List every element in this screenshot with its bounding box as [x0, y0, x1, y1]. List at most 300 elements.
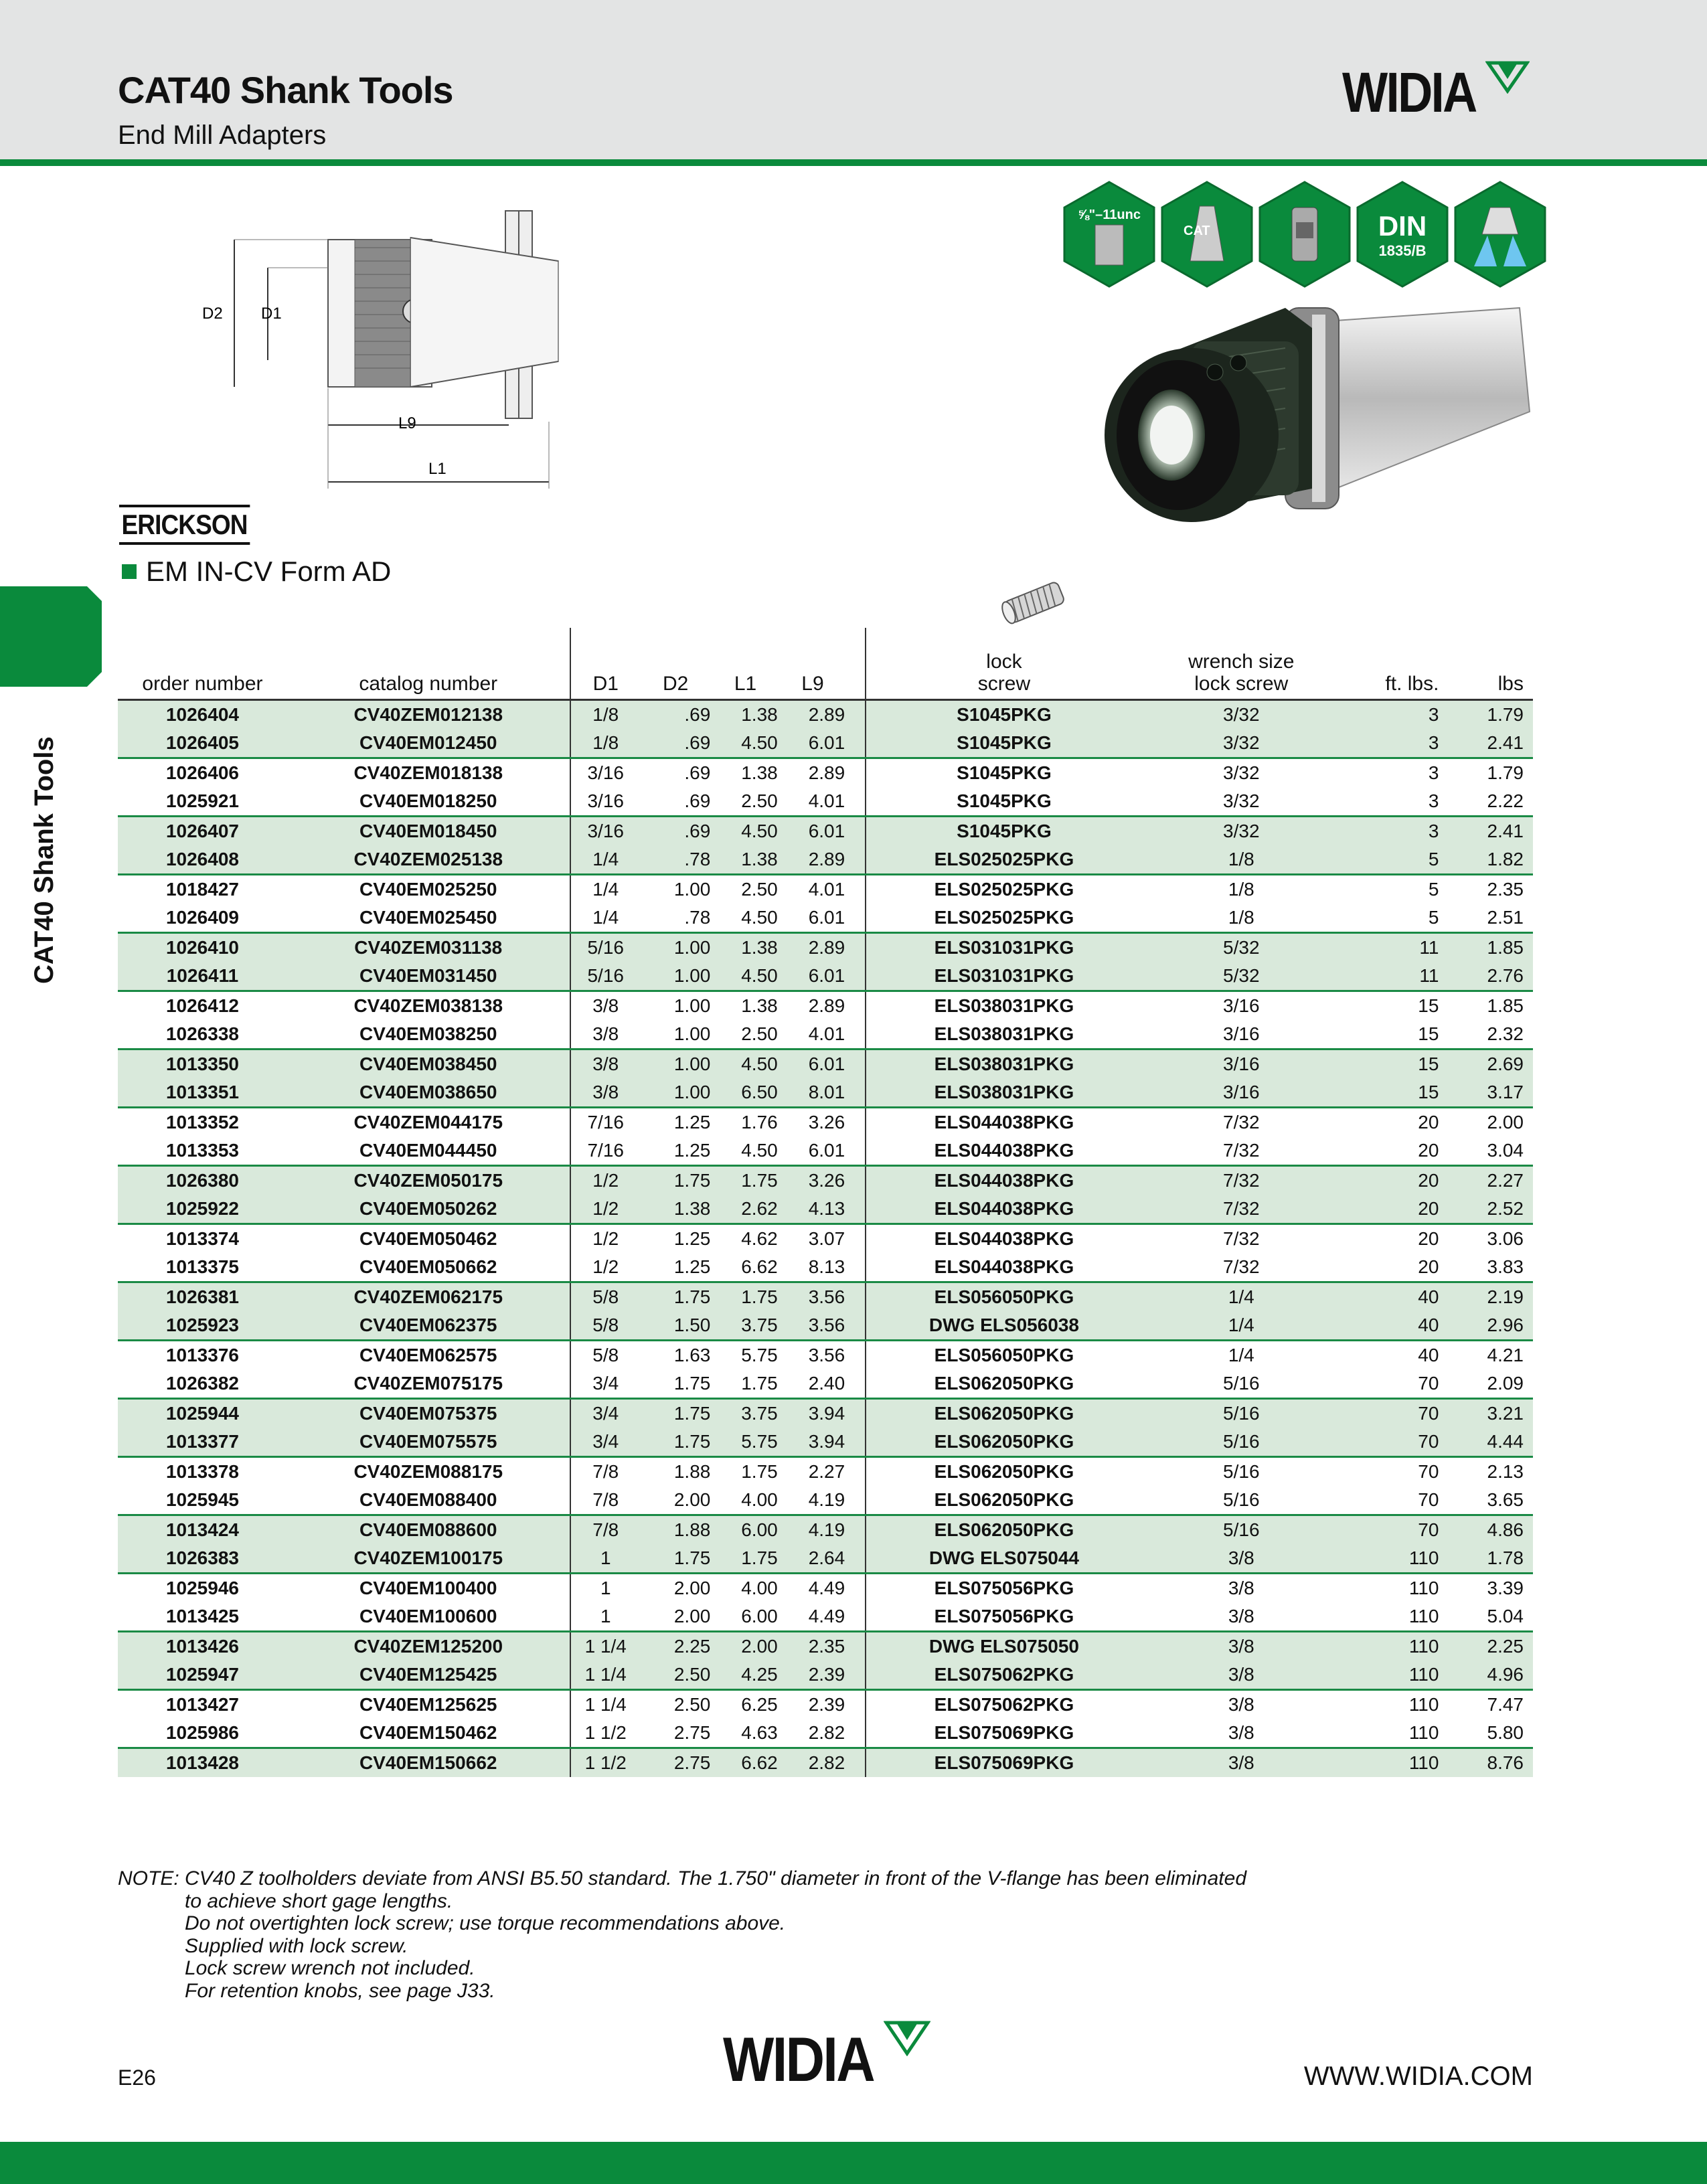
cell-l1: 2.62 — [713, 1195, 780, 1224]
col-lock-screw: lock screw — [866, 628, 1142, 700]
table-row — [118, 1515, 1533, 1545]
cell-l9: 8.13 — [808, 1256, 845, 1277]
cell-wrench: 1/4 — [1142, 1341, 1341, 1370]
cell-lbs: 2.96 — [1449, 1311, 1533, 1341]
cell-order: 1025922 — [118, 1195, 287, 1224]
cell-order: 1025921 — [165, 790, 239, 811]
cell-catalog: CV40EM150462 — [359, 1722, 497, 1743]
side-tab-marker — [0, 586, 102, 687]
note-line: NOTE: CV40 Z toolholders deviate from ANSI B5.50 standard. The 1.750" diameter in front of the V-flange has been eliminated — [118, 1867, 1247, 1889]
cell-ft: 3 — [1341, 758, 1450, 788]
cell-catalog: CV40EM038650 — [287, 1078, 570, 1108]
cell-d2: 2.50 — [641, 1690, 713, 1719]
cell-ft: 20 — [1341, 1166, 1450, 1195]
cell-wrench: 3/8 — [1142, 1544, 1341, 1574]
cell-l9: 4.01 — [808, 790, 845, 811]
table-row — [118, 904, 1533, 933]
cell-lock: ELS025025PKG — [866, 845, 1142, 875]
cell-ft: 15 — [1418, 1023, 1439, 1044]
cell-lock: ELS044038PKG — [866, 1166, 1142, 1195]
cell-order: 1013352 — [118, 1108, 287, 1137]
cell-d2: .69 — [641, 700, 713, 730]
cell-order: 1013375 — [165, 1256, 239, 1277]
cell-l9: 3.56 — [781, 1282, 866, 1312]
table-row — [118, 1428, 1533, 1457]
cell-lbs: 3.65 — [1487, 1489, 1524, 1510]
cell-order: 1026383 — [118, 1544, 287, 1574]
cell-catalog: CV40EM050262 — [287, 1195, 570, 1224]
cell-l1: 6.62 — [741, 1256, 778, 1277]
cell-l1: 2.50 — [741, 790, 778, 811]
cell-order: 1025945 — [165, 1489, 239, 1510]
l1-label: L1 — [428, 460, 446, 478]
product-photo — [1084, 288, 1553, 542]
section-title: EM IN-CV Form AD — [146, 556, 392, 587]
cell-lock: ELS075069PKG — [866, 1719, 1142, 1748]
note-line: Supplied with lock screw. — [185, 1934, 408, 1957]
note-line: Do not overtighten lock screw; use torque recommendations above. — [185, 1912, 786, 1934]
cell-l9: 6.01 — [781, 962, 866, 991]
cell-l1: 4.50 — [741, 1140, 778, 1161]
cell-l9: 3.26 — [781, 1166, 866, 1195]
cell-ft: 110 — [1341, 1748, 1450, 1778]
website-link[interactable]: WWW.WIDIA.COM — [1303, 2062, 1533, 2091]
cell-l1: 2.50 — [713, 875, 780, 904]
cell-order: 1026408 — [118, 845, 287, 875]
cell-lbs: 3.06 — [1449, 1224, 1533, 1254]
cell-d1: 7/8 — [570, 1515, 641, 1545]
cell-d1: 1 — [570, 1574, 641, 1603]
cell-wrench: 3/8 — [1142, 1661, 1341, 1690]
cell-d2: 1.00 — [641, 962, 713, 991]
cell-lock: ELS025025PKG — [866, 875, 1142, 904]
cell-ft: 3 — [1341, 700, 1450, 730]
cell-lbs: 1.78 — [1449, 1544, 1533, 1574]
coolant-icon — [1454, 181, 1546, 288]
cell-ft: 15 — [1341, 1049, 1450, 1079]
cell-l1: 4.00 — [741, 1489, 778, 1510]
cell-lock: DWG ELS056038 — [866, 1311, 1142, 1341]
cell-d2: 1.00 — [673, 1023, 711, 1044]
cell-lbs: 5.04 — [1487, 1606, 1524, 1626]
cell-wrench: 1/4 — [1142, 1311, 1341, 1341]
table-row — [118, 1690, 1533, 1719]
cell-wrench: 3/32 — [1142, 758, 1341, 788]
cell-catalog: CV40EM100600 — [359, 1606, 497, 1626]
col-ft-lbs: ft. lbs. — [1341, 628, 1450, 700]
cell-d1: 1/2 — [570, 1195, 641, 1224]
cell-catalog: CV40ZEM050175 — [287, 1166, 570, 1195]
cell-catalog: CV40ZEM125200 — [287, 1632, 570, 1661]
cell-lock: ELS075056PKG — [866, 1602, 1142, 1632]
cell-wrench: 3/8 — [1142, 1690, 1341, 1719]
cell-l1: 3.75 — [713, 1399, 780, 1428]
table-row — [118, 1195, 1533, 1224]
cell-lbs: 7.47 — [1449, 1690, 1533, 1719]
cell-d2: 1.25 — [641, 1108, 713, 1137]
cell-d2: .69 — [684, 790, 711, 811]
cell-d2: 1.75 — [673, 1373, 711, 1394]
cell-wrench: 3/8 — [1228, 1606, 1254, 1626]
cell-catalog: CV40EM050662 — [359, 1256, 497, 1277]
cell-lbs: 1.79 — [1449, 758, 1533, 788]
cell-catalog: CV40ZEM031138 — [287, 933, 570, 962]
table-row — [118, 1486, 1533, 1515]
cell-wrench: 7/32 — [1223, 1256, 1260, 1277]
cell-lbs: 2.22 — [1487, 790, 1524, 811]
cell-order: 1013374 — [118, 1224, 287, 1254]
cell-lbs: 3.83 — [1487, 1256, 1524, 1277]
cell-l1: 1.75 — [713, 1457, 780, 1487]
cell-order: 1025946 — [118, 1574, 287, 1603]
cell-d1: 7/16 — [570, 1137, 641, 1166]
table-row — [118, 817, 1533, 846]
cell-lock: S1045PKG — [866, 787, 1142, 817]
cell-d2: 1.63 — [641, 1341, 713, 1370]
cell-l1: 2.00 — [713, 1632, 780, 1661]
cell-d1: 3/4 — [570, 1428, 641, 1457]
d1-label: D1 — [261, 305, 282, 323]
cell-lock: ELS075062PKG — [866, 1690, 1142, 1719]
cell-ft: 20 — [1418, 1256, 1439, 1277]
cell-d2: 2.00 — [641, 1574, 713, 1603]
cell-wrench: 1/8 — [1142, 845, 1341, 875]
notes-block — [118, 1867, 1246, 2002]
table-row — [118, 1748, 1533, 1778]
cell-order: 1026381 — [118, 1282, 287, 1312]
cell-d1: 3/16 — [570, 758, 641, 788]
table-body — [118, 700, 1533, 1778]
cell-lbs: 2.41 — [1449, 817, 1533, 846]
cell-l9: 2.89 — [781, 758, 866, 788]
cell-ft: 3 — [1341, 729, 1450, 758]
cell-order: 1013426 — [118, 1632, 287, 1661]
cell-d2: 1.75 — [641, 1399, 713, 1428]
cell-d2: 2.25 — [641, 1632, 713, 1661]
cell-ft: 5 — [1428, 907, 1439, 928]
cell-catalog: CV40EM038450 — [287, 1049, 570, 1079]
cell-order: 1026406 — [118, 758, 287, 788]
widia-triangle-icon — [884, 2020, 930, 2056]
cell-lbs: 1.85 — [1449, 933, 1533, 962]
cell-d1: 7/8 — [570, 1486, 641, 1515]
cell-order: 1026380 — [118, 1166, 287, 1195]
cell-l9: 4.49 — [808, 1606, 845, 1626]
cell-d2: 1.75 — [641, 1428, 713, 1457]
cell-catalog: CV40EM088400 — [359, 1489, 497, 1510]
cell-wrench: 7/32 — [1223, 1140, 1260, 1161]
cell-ft: 40 — [1341, 1341, 1450, 1370]
cell-l9: 4.01 — [781, 875, 866, 904]
cell-lock: ELS025025PKG — [866, 904, 1142, 933]
cell-d2: 2.75 — [673, 1722, 711, 1743]
cell-lbs: 2.35 — [1449, 875, 1533, 904]
cell-lock: ELS044038PKG — [866, 1108, 1142, 1137]
col-l9: L9 — [781, 628, 866, 700]
cell-wrench: 1/8 — [1228, 907, 1254, 928]
cell-lock: ELS044038PKG — [866, 1195, 1142, 1224]
cell-l1: 6.50 — [713, 1078, 780, 1108]
col-wrench-size: wrench size lock screw — [1142, 628, 1341, 700]
cell-d1: 1 1/4 — [570, 1690, 641, 1719]
cell-d2: 1.00 — [641, 875, 713, 904]
cell-l1: 1.75 — [713, 1282, 780, 1312]
cell-order: 1013351 — [118, 1078, 287, 1108]
cell-l9: 2.40 — [808, 1373, 845, 1394]
adapter-drawing — [194, 201, 569, 495]
cell-wrench: 7/32 — [1142, 1224, 1341, 1254]
cell-d1: 5/8 — [570, 1341, 641, 1370]
cell-d1: 1 1/2 — [570, 1748, 641, 1778]
cell-lbs: 2.27 — [1449, 1166, 1533, 1195]
cell-ft: 3 — [1428, 790, 1439, 811]
col-order-number: order number — [118, 628, 287, 700]
cell-d1: 1 1/4 — [570, 1632, 641, 1661]
cell-order: 1013353 — [165, 1140, 239, 1161]
cell-ft: 110 — [1341, 1544, 1450, 1574]
cell-lbs: 2.00 — [1449, 1108, 1533, 1137]
cell-d2: .69 — [641, 817, 713, 846]
table-row — [118, 1457, 1533, 1487]
table-row — [118, 1341, 1533, 1370]
cell-d1: 3/8 — [570, 1049, 641, 1079]
cell-wrench: 5/16 — [1142, 1428, 1341, 1457]
cell-l1: 1.38 — [713, 845, 780, 875]
cell-catalog: CV40EM075575 — [287, 1428, 570, 1457]
cell-wrench: 5/32 — [1142, 933, 1341, 962]
cell-order: 1025944 — [118, 1399, 287, 1428]
note-line: For retention knobs, see page J33. — [185, 1979, 495, 2002]
table-row — [118, 1544, 1533, 1574]
cell-lock: ELS044038PKG — [866, 1137, 1142, 1166]
cell-lock: ELS075056PKG — [866, 1574, 1142, 1603]
cell-catalog: CV40EM125425 — [287, 1661, 570, 1690]
cell-ft: 20 — [1341, 1195, 1450, 1224]
cell-ft: 110 — [1408, 1606, 1439, 1626]
cell-order: 1026407 — [118, 817, 287, 846]
table-row — [118, 1166, 1533, 1195]
cell-wrench: 3/16 — [1142, 1078, 1341, 1108]
cell-catalog: CV40ZEM044175 — [287, 1108, 570, 1137]
cell-catalog: CV40ZEM018138 — [287, 758, 570, 788]
cell-lbs: 2.41 — [1449, 729, 1533, 758]
cell-l9: 2.82 — [808, 1722, 845, 1743]
cell-lock: S1045PKG — [866, 729, 1142, 758]
cell-l1: 1.38 — [713, 700, 780, 730]
cell-l1: 1.38 — [713, 758, 780, 788]
cell-d1: 1/8 — [570, 729, 641, 758]
cell-catalog: CV40ZEM038138 — [287, 991, 570, 1021]
cell-order: 1026410 — [118, 933, 287, 962]
cell-order: 1025947 — [118, 1661, 287, 1690]
col-l1: L1 — [713, 628, 780, 700]
cell-order: 1026412 — [118, 991, 287, 1021]
cell-d1: 1 1/4 — [570, 1661, 641, 1690]
cell-ft: 3 — [1341, 817, 1450, 846]
cell-l1: 4.50 — [713, 1049, 780, 1079]
cell-l9: 2.35 — [781, 1632, 866, 1661]
cell-wrench: 3/32 — [1142, 817, 1341, 846]
table-row — [118, 1719, 1533, 1748]
table-row — [118, 875, 1533, 904]
cell-lock: ELS044038PKG — [866, 1224, 1142, 1254]
cell-order: 1026338 — [165, 1023, 239, 1044]
col-catalog-number: catalog number — [287, 628, 570, 700]
cell-lock: DWG ELS075050 — [866, 1632, 1142, 1661]
cell-l9: 4.19 — [808, 1489, 845, 1510]
cell-l9: 8.01 — [781, 1078, 866, 1108]
cell-lbs: 8.76 — [1449, 1748, 1533, 1778]
cell-l1: 1.75 — [713, 1166, 780, 1195]
feature-icons — [1063, 181, 1546, 288]
cell-d1: 3/8 — [570, 991, 641, 1021]
table-row — [118, 1282, 1533, 1312]
cell-lock: ELS031031PKG — [866, 962, 1142, 991]
cell-lock: ELS062050PKG — [866, 1515, 1142, 1545]
cell-wrench: 3/16 — [1142, 991, 1341, 1021]
cell-lock: ELS038031PKG — [866, 1049, 1142, 1079]
cell-ft: 110 — [1341, 1632, 1450, 1661]
cell-d1: 1/2 — [570, 1224, 641, 1254]
cell-lock: ELS056050PKG — [866, 1282, 1142, 1312]
table-row — [118, 1078, 1533, 1108]
cell-d1: 7/16 — [570, 1108, 641, 1137]
table-row — [118, 991, 1533, 1021]
cell-l9: 4.19 — [781, 1515, 866, 1545]
cell-order: 1026405 — [118, 729, 287, 758]
cell-l9: 2.39 — [781, 1661, 866, 1690]
cell-l1: 1.76 — [713, 1108, 780, 1137]
cell-l9: 6.01 — [781, 817, 866, 846]
cell-catalog: CV40EM018250 — [359, 790, 497, 811]
cell-d1: 3/4 — [570, 1369, 641, 1399]
cell-order: 1013428 — [118, 1748, 287, 1778]
cell-lbs: 2.09 — [1487, 1373, 1524, 1394]
cell-d2: 2.00 — [673, 1489, 711, 1510]
cell-d2: 2.75 — [641, 1748, 713, 1778]
cell-ft: 110 — [1341, 1690, 1450, 1719]
cell-wrench: 1/4 — [1142, 1282, 1341, 1312]
cell-order: 1025923 — [118, 1311, 287, 1341]
widia-logo-text: WIDIA — [723, 2024, 874, 2094]
cell-l1: 5.75 — [713, 1428, 780, 1457]
erickson-logo: ERICKSON — [119, 505, 250, 545]
cell-catalog: CV40EM100400 — [287, 1574, 570, 1603]
cell-d1: 5/16 — [570, 962, 641, 991]
side-tab-label: CAT40 Shank Tools — [29, 736, 59, 984]
cell-wrench: 7/32 — [1142, 1195, 1341, 1224]
cell-lock: DWG ELS075044 — [866, 1544, 1142, 1574]
l9-label: L9 — [398, 414, 416, 432]
cell-l9: 6.01 — [781, 1049, 866, 1079]
cell-d1: 1/2 — [570, 1166, 641, 1195]
cat-taper-icon: CAT — [1161, 181, 1253, 288]
table-row — [118, 1602, 1533, 1632]
cell-wrench: 3/32 — [1142, 700, 1341, 730]
widia-logo-header — [1342, 61, 1530, 124]
cell-catalog: CV40EM125625 — [287, 1690, 570, 1719]
cell-ft: 70 — [1418, 1489, 1439, 1510]
cell-l9: 2.89 — [781, 700, 866, 730]
cell-ft: 70 — [1341, 1428, 1450, 1457]
page-subtitle: End Mill Adapters — [118, 120, 327, 150]
cell-l1: 6.00 — [741, 1606, 778, 1626]
cell-order: 1025986 — [165, 1722, 239, 1743]
cell-l9: 6.01 — [808, 907, 845, 928]
widia-logo-text: WIDIA — [1342, 61, 1476, 124]
cell-d1: 3/4 — [570, 1399, 641, 1428]
header-divider — [0, 159, 1707, 166]
cell-l9: 3.26 — [781, 1108, 866, 1137]
cell-l9: 6.01 — [781, 729, 866, 758]
table-row — [118, 1020, 1533, 1049]
cell-d2: 2.50 — [641, 1661, 713, 1690]
cell-order: 1026411 — [118, 962, 287, 991]
cell-ft: 110 — [1408, 1722, 1439, 1743]
section-bullet-icon — [122, 564, 137, 579]
cell-lbs: 2.13 — [1449, 1457, 1533, 1487]
cell-l9: 3.56 — [781, 1341, 866, 1370]
lock-screw-image — [997, 572, 1071, 633]
cell-lock: ELS075062PKG — [866, 1661, 1142, 1690]
cell-catalog: CV40EM038250 — [359, 1023, 497, 1044]
cell-ft: 5 — [1341, 875, 1450, 904]
cell-lock: ELS044038PKG — [866, 1253, 1142, 1282]
specs-table — [118, 628, 1533, 1777]
cell-lock: ELS062050PKG — [866, 1399, 1142, 1428]
cell-wrench: 1/8 — [1142, 875, 1341, 904]
page-number: E26 — [118, 2066, 156, 2090]
cell-l1: 4.63 — [741, 1722, 778, 1743]
cell-lbs: 1.79 — [1449, 700, 1533, 730]
cell-l1: 4.50 — [741, 907, 778, 928]
cell-d1: 3/16 — [570, 787, 641, 817]
cell-l9: 2.39 — [781, 1690, 866, 1719]
cell-lock: ELS038031PKG — [866, 1020, 1142, 1049]
cell-order: 1013425 — [165, 1606, 239, 1626]
cell-l9: 3.07 — [781, 1224, 866, 1254]
cell-wrench: 3/8 — [1142, 1748, 1341, 1778]
footer-bar — [0, 2142, 1707, 2184]
cell-d2: 1.88 — [641, 1515, 713, 1545]
note-line: Lock screw wrench not included. — [185, 1957, 475, 1979]
cell-catalog: CV40EM012450 — [287, 729, 570, 758]
table-row — [118, 758, 1533, 788]
cell-d2: 1.38 — [641, 1195, 713, 1224]
cell-d2: 1.75 — [641, 1282, 713, 1312]
cell-l1: 4.50 — [713, 729, 780, 758]
cell-wrench: 3/8 — [1142, 1574, 1341, 1603]
cell-d2: 1.00 — [641, 1049, 713, 1079]
col-d1: D1 — [570, 628, 641, 700]
cell-l9: 2.89 — [781, 845, 866, 875]
cell-d1: 1 — [570, 1544, 641, 1574]
cell-wrench: 3/8 — [1228, 1722, 1254, 1743]
cell-l1: 6.25 — [713, 1690, 780, 1719]
table-row — [118, 1108, 1533, 1137]
cell-lbs: 2.32 — [1487, 1023, 1524, 1044]
cell-lbs: 2.69 — [1449, 1049, 1533, 1079]
cell-lock: ELS075069PKG — [866, 1748, 1142, 1778]
cell-lock: ELS062050PKG — [866, 1369, 1142, 1399]
weldon-flat-icon — [1258, 181, 1351, 288]
thread-icon: ⅝"–11unc — [1063, 181, 1155, 288]
cell-ft: 20 — [1341, 1224, 1450, 1254]
table-row — [118, 1253, 1533, 1282]
cell-l1: 4.62 — [713, 1224, 780, 1254]
cell-lock: S1045PKG — [866, 700, 1142, 730]
cell-ft: 40 — [1341, 1311, 1450, 1341]
